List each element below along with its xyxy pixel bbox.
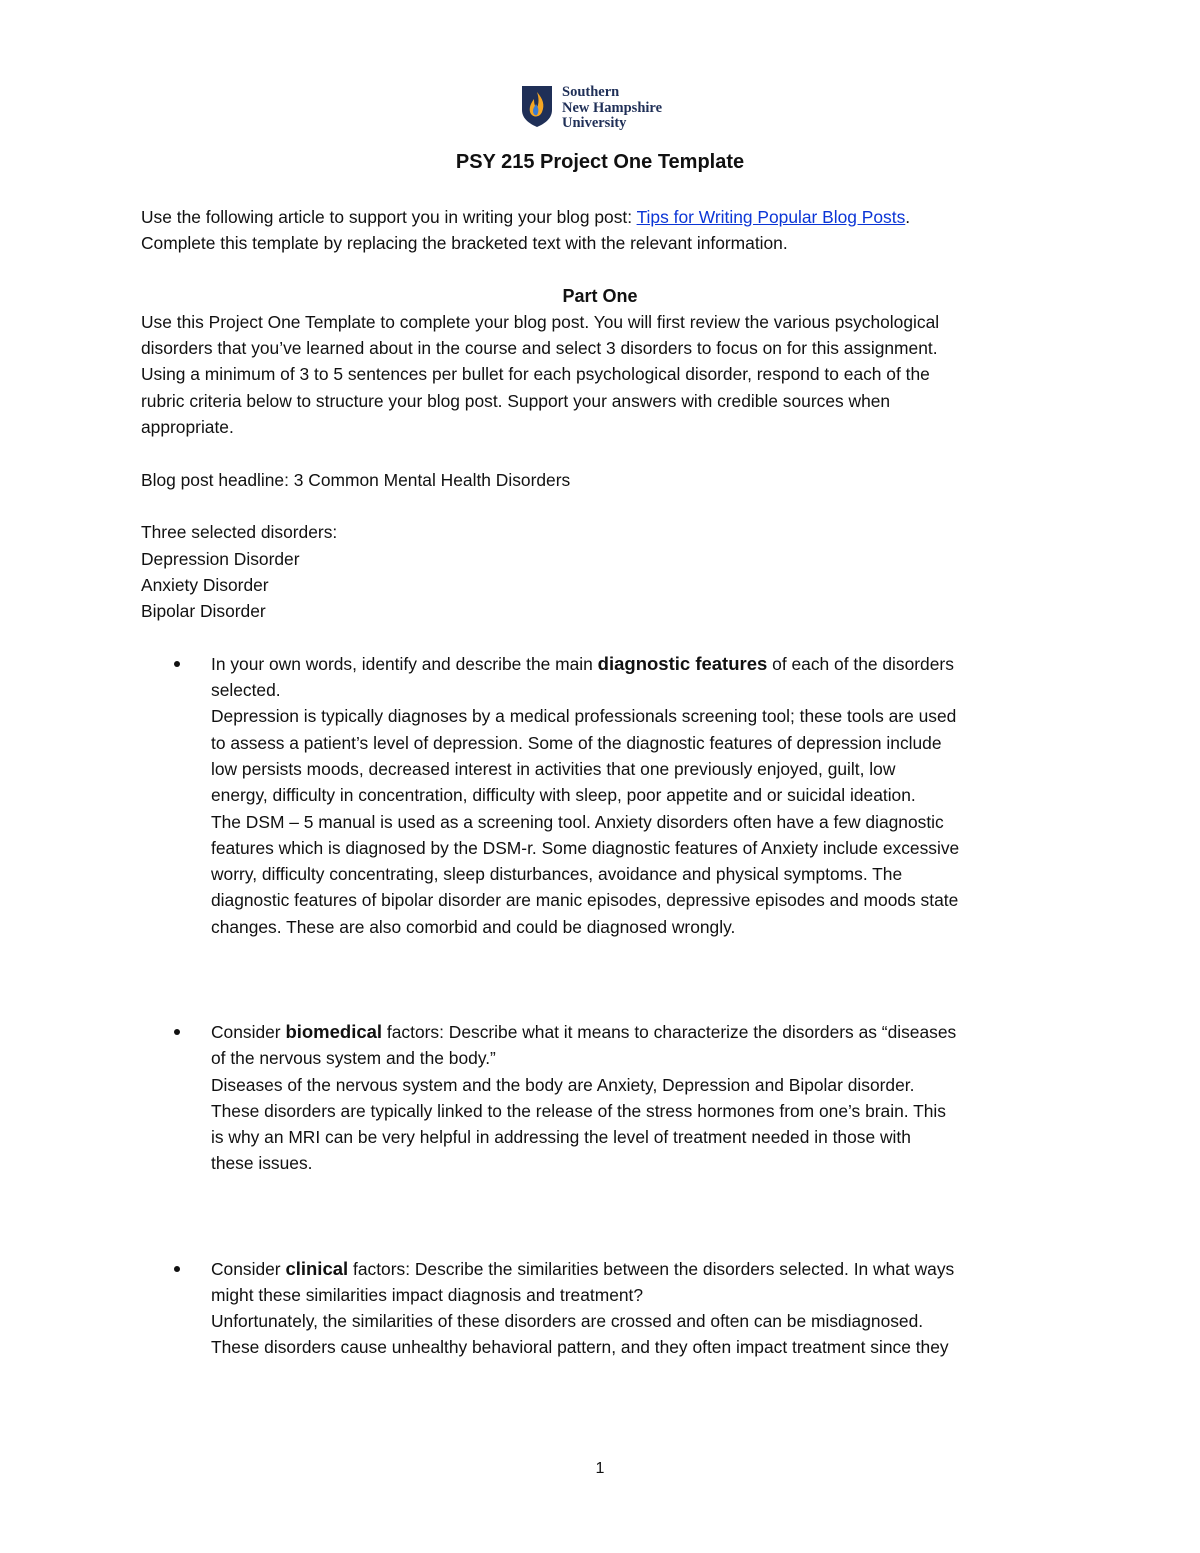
answer-line: energy, difficulty in concentration, difficulty with sleep, poor appetite and or suicidal ideation. [211,785,916,806]
document-body [141,204,1061,1361]
intro-line-2: Complete this template by replacing the bracketed text with the relevant information. [141,233,788,254]
logo-line: New Hampshire [562,99,663,116]
answer-line: these issues. [211,1153,313,1174]
intro-paragraph [141,204,1061,257]
answer-line: The DSM – 5 manual is used as a screening tool. Anxiety disorders often have a few diagnostic [211,811,944,832]
prompt-text: factors: Describe the similarities between the disorders selected. In what ways [348,1258,955,1279]
logo-line: Southern [562,84,620,100]
instruction-line: disorders that you’ve learned about in the course and select 3 disorders to focus on for this assignment. [141,338,938,359]
shield-flame-icon [520,84,554,128]
instruction-line: Using a minimum of 3 to 5 sentences per bullet for each psychological disorder, respond to each of the [141,364,930,385]
answer-line: diagnostic features of bipolar disorder are manic episodes, depressive episodes and moods state [211,890,959,911]
answer-line: to assess a patient’s level of depression. Some of the diagnostic features of depression include [211,732,942,753]
criteria-prompt: might these similarities impact diagnosis and treatment? [211,1284,644,1305]
prompt-keyword: clinical [285,1257,349,1279]
intro-text: . [905,207,911,227]
criteria-prompt: selected. [211,680,281,701]
criteria-item-clinical [141,1256,1061,1361]
section-heading: Part One [562,285,638,306]
instruction-line: appropriate. [141,417,234,438]
university-logo [520,84,662,132]
prompt-text: Consider [211,1021,286,1042]
criteria-prompt: of the nervous system and the body.” [211,1048,496,1069]
intro-line-1 [141,204,1061,230]
answer-line: changes. These are also comorbid and could be diagnosed wrongly. [211,916,736,937]
document-title: PSY 215 Project One Template [455,151,745,173]
prompt-text: Consider [211,1258,286,1279]
disorder-item: Depression Disorder [141,548,300,569]
bullet-icon [174,1266,180,1272]
answer-line: worry, difficulty concentrating, sleep disturbances, avoidance and physical symptoms. The [211,864,903,885]
answer-line: low persists moods, decreased interest in activities that one previously enjoyed, guilt, low [211,758,896,779]
prompt-text: In your own words, identify and describe the main [211,653,598,674]
criteria-prompt [211,651,1061,677]
disorder-item: Anxiety Disorder [141,574,269,595]
answer-line: is why an MRI can be very helpful in addressing the level of treatment needed in those with [211,1127,911,1148]
instructions-paragraph [141,309,1061,440]
answer-line: These disorders are typically linked to the release of the stress hormones from one’s brain. This [211,1100,946,1121]
bullet-icon [174,1029,180,1035]
answer-line: Diseases of the nervous system and the body are Anxiety, Depression and Bipolar disorder. [211,1074,915,1095]
prompt-keyword: biomedical [285,1020,383,1042]
intro-text: Use the following article to support you in writing your blog post: [141,207,637,227]
page-number: 1 [595,1460,605,1477]
criteria-item-biomedical [141,1019,1061,1177]
answer-line: These disorders cause unhealthy behavioral pattern, and they often impact treatment since they [211,1337,949,1358]
instruction-line: rubric criteria below to structure your blog post. Support your answers with credible sources when [141,390,891,411]
logo-line: University [562,115,627,131]
criteria-prompt [211,1019,1061,1045]
selected-disorders-label: Three selected disorders: [141,522,338,543]
prompt-text: of each of the disorders [767,653,954,674]
disorder-item: Bipolar Disorder [141,601,266,622]
article-link[interactable]: Tips for Writing Popular Blog Posts [636,207,906,227]
instruction-line: Use this Project One Template to complete your blog post. You will first review the various psychological [141,311,940,332]
criteria-list [141,651,1061,1361]
criteria-item-diagnostic [141,651,1061,940]
prompt-keyword: diagnostic features [597,652,768,674]
bullet-icon [174,661,180,667]
blog-headline: Blog post headline: 3 Common Mental Health Disorders [141,469,571,490]
answer-line: Depression is typically diagnoses by a medical professionals screening tool; these tools are used [211,706,957,727]
logo-wordmark [562,85,662,132]
criteria-prompt [211,1256,1061,1282]
answer-line: features which is diagnosed by the DSM-r. Some diagnostic features of Anxiety include excessive [211,837,960,858]
answer-line: Unfortunately, the similarities of these disorders are crossed and often can be misdiagnosed. [211,1311,924,1332]
prompt-text: factors: Describe what it means to characterize the disorders as “diseases [382,1021,957,1042]
